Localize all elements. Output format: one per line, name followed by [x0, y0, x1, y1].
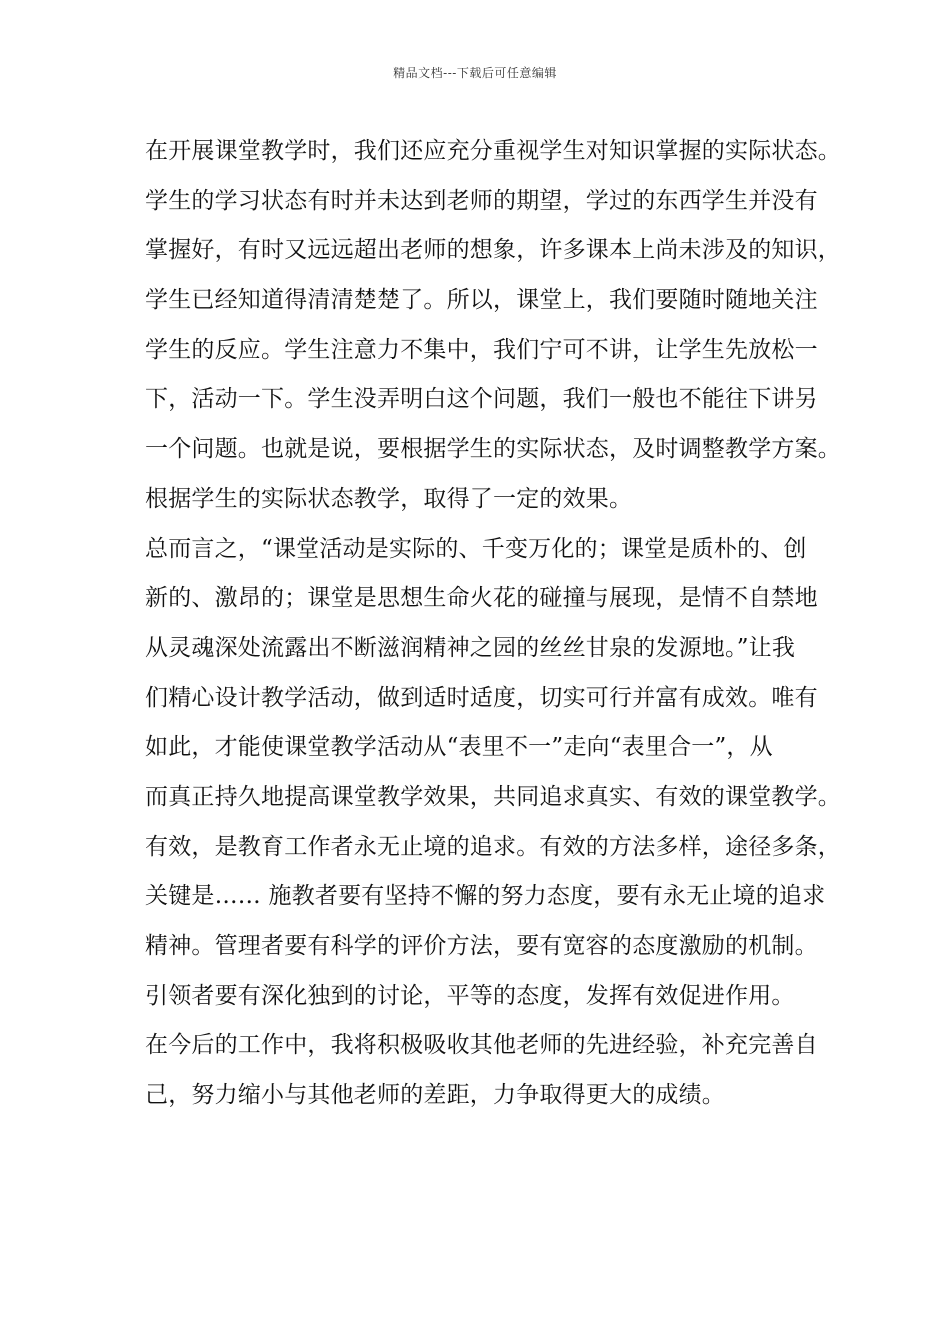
text-line: 有效，是教育工作者永无止境的追求。有效的方法多样，途径多条， [145, 833, 841, 860]
text-line: 总而言之，“课堂活动是实际的、千变万化的；课堂是质朴的、创 [145, 535, 807, 562]
paragraph-3 [145, 1021, 818, 1120]
text-line: 一个问题。也就是说，要根据学生的实际状态，及时调整教学方案。 [145, 436, 841, 463]
text-line: 学生已经知道得清清楚楚了。所以，课堂上，我们要随时随地关注 [145, 287, 818, 314]
text-line: 精神。管理者要有科学的评价方法，要有宽容的态度激励的机制。 [145, 933, 818, 959]
text-line: 己，努力缩小与其他老师的差距，力争取得更大的成绩。 [145, 1082, 725, 1109]
text-line: 从灵魂深处流露出不断滋润精神之园的丝丝甘泉的发源地。”让我 [145, 634, 796, 661]
text-line: 如此，才能使课堂教学活动从“表里不一”走向“表里合一”，从 [145, 734, 773, 761]
paragraph-1 [145, 127, 841, 525]
text-line: 学生的学习状态有时并未达到老师的期望，学过的东西学生并没有 [145, 187, 818, 214]
paragraph-2 [145, 525, 841, 1022]
text-line: 引领者要有深化独到的讨论，平等的态度，发挥有效促进作用。 [145, 982, 795, 1009]
text-line: 们精心设计教学活动，做到适时适度，切实可行并富有成效。唯有 [145, 684, 818, 711]
text-line: 根据学生的实际状态教学，取得了一定的效果。 [145, 485, 633, 512]
text-line: 而真正持久地提高课堂教学效果，共同追求真实、有效的课堂教学。 [145, 783, 841, 810]
text-line: 关键是…… 施教者要有坚持不懈的努力态度，要有永无止境的追求 [145, 883, 826, 910]
text-line: 学生的反应。学生注意力不集中，我们宁可不讲，让学生先放松一 [145, 336, 818, 363]
text-line: 新的、激昂的；课堂是思想生命火花的碰撞与展现，是情不自禁地 [145, 585, 818, 612]
text-line: 下，活动一下。学生没弄明白这个问题，我们一般也不能往下讲另 [145, 386, 818, 413]
page-header: 精品文档---下载后可任意编辑 [393, 66, 557, 80]
document-body [145, 127, 841, 1121]
text-line: 在今后的工作中，我将积极吸收其他老师的先进经验，补充完善自 [145, 1032, 818, 1059]
text-line: 在开展课堂教学时，我们还应充分重视学生对知识掌握的实际状态。 [145, 138, 841, 164]
text-line: 掌握好，有时又远远超出老师的想象，许多课本上尚未涉及的知识， [145, 237, 841, 264]
